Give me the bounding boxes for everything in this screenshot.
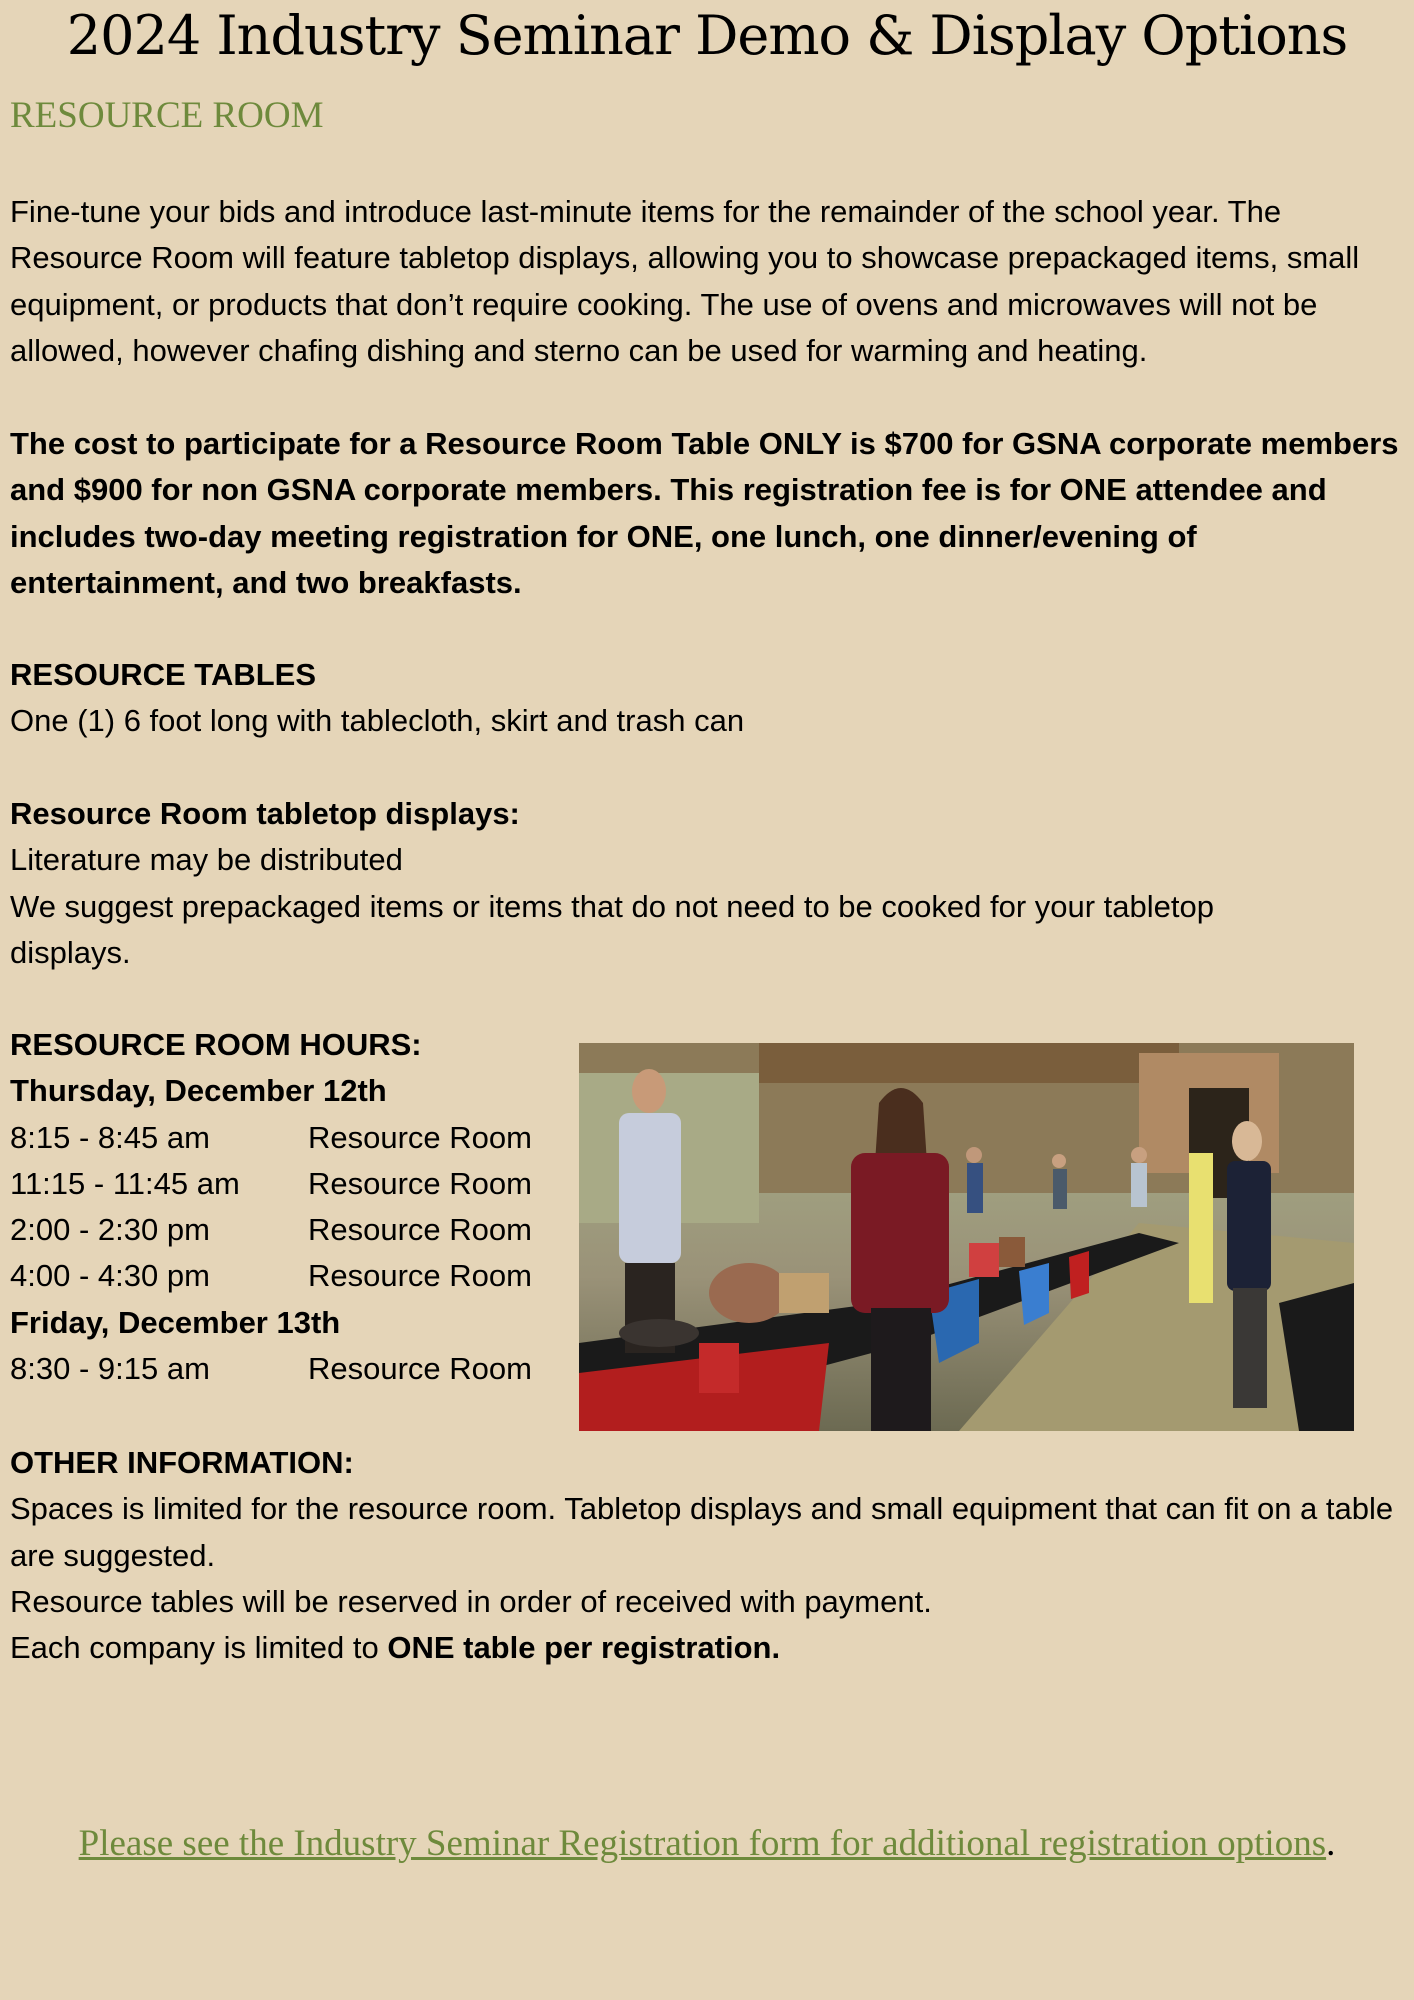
other-information-line1: Spaces is limited for the resource room. Tabletop displays and small equipment that can fit on a table are suggested. (10, 1491, 1394, 1573)
other-information-section (10, 1440, 1410, 1671)
cost-text: The cost to participate for a Resource Room Table ONLY is $700 for GSNA corporate members and $900 for non GSNA corporate members. This registration fee is for ONE attendee and includes two-day meeting registration for ONE, one lunch, one dinner/evening of entertainment, and two breakfasts. (10, 426, 1399, 600)
hours-slot (10, 1207, 570, 1253)
hours-slot (10, 1346, 570, 1392)
slot-place: Resource Room (308, 1351, 532, 1387)
tabletop-displays-line2: We suggest prepackaged items or items that do not need to be cooked for your tabletop displays. (10, 888, 1214, 970)
hours-day2: Friday, December 13th (10, 1304, 341, 1340)
other-information-heading: OTHER INFORMATION: (10, 1445, 354, 1480)
slot-place: Resource Room (308, 1258, 532, 1294)
other-information-line2: Resource tables will be reserved in order of received with payment. (10, 1583, 932, 1619)
section-subtitle: RESOURCE ROOM (10, 95, 324, 136)
page-title: 2024 Industry Seminar Demo & Display Options (66, 4, 1348, 67)
registration-footer (0, 1822, 1414, 1865)
slot-place: Resource Room (308, 1119, 532, 1155)
slot-place: Resource Room (308, 1212, 532, 1248)
slot-time: 2:00 - 2:30 pm (10, 1212, 210, 1248)
intro-paragraph (10, 189, 1410, 374)
resource-tables-section (10, 652, 1410, 745)
resource-tables-heading: RESOURCE TABLES (10, 657, 317, 692)
tabletop-displays-heading: Resource Room tabletop displays: (10, 796, 520, 831)
other-information-line3 (10, 1625, 1410, 1671)
footer-period: . (1326, 1823, 1336, 1864)
hours-day1: Thursday, December 12th (10, 1073, 387, 1109)
slot-time: 4:00 - 4:30 pm (10, 1258, 210, 1294)
tabletop-displays-line1: Literature may be distributed (10, 842, 403, 878)
hours-section (10, 1022, 570, 1392)
event-photo (579, 1043, 1354, 1431)
intro-text: Fine-tune your bids and introduce last-minute items for the remainder of the school year. The Resource Room will feature tabletop displays, allowing you to showcase prepackaged items, small equipment, or products that don’t require cooking. The use of ovens and microwaves will not be allowed, however chafing dishing and sterno can be used for warming and heating. (10, 194, 1360, 368)
resource-tables-text: One (1) 6 foot long with tablecloth, skirt and trash can (10, 703, 745, 739)
limit-prefix: Each company is limited to (10, 1630, 388, 1666)
hours-slot (10, 1253, 570, 1299)
slot-time: 8:15 - 8:45 am (10, 1119, 210, 1155)
limit-bold: ONE table per registration. (387, 1630, 781, 1666)
slot-place: Resource Room (308, 1165, 532, 1201)
tabletop-displays-section (10, 791, 1310, 976)
registration-form-link[interactable]: Please see the Industry Seminar Registration form for additional registration options (78, 1823, 1327, 1864)
slot-time: 11:15 - 11:45 am (10, 1165, 240, 1201)
event-photo-illustration (579, 1043, 1354, 1431)
hours-slot (10, 1161, 570, 1207)
hours-heading: RESOURCE ROOM HOURS: (10, 1027, 422, 1062)
slot-time: 8:30 - 9:15 am (10, 1351, 210, 1387)
cost-paragraph (10, 421, 1410, 606)
hours-slot (10, 1115, 570, 1161)
